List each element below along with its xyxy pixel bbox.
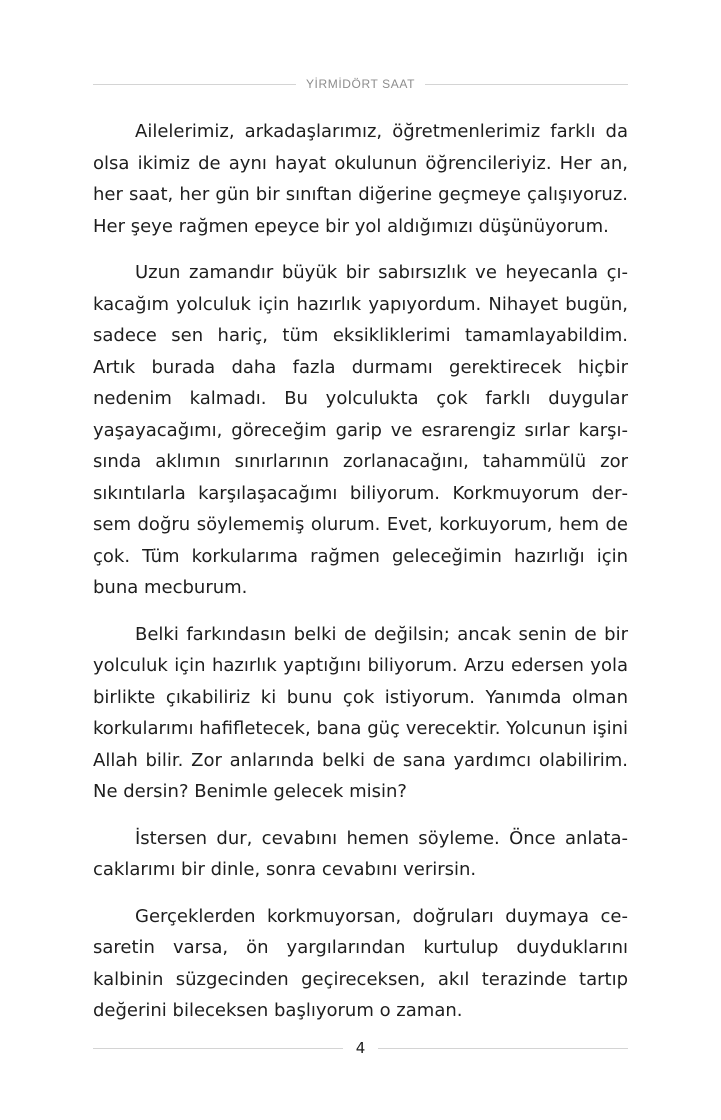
running-footer [93,1038,628,1058]
footer-rule-left [93,1048,343,1049]
paragraph: İstersen dur, cevabını hemen söyleme. Önce anlatacaklarımı bir dinle, sonra cevabını verirsin. [93,827,628,880]
paragraph: Ailelerimiz, arkadaşlarımız, öğretmenlerimiz farklı da olsa ikimiz de aynı hayat okulunun öğrencileriyiz. Her an, her saat, her gün bir sınıftan diğerine geçmeye çalışıyoruz. Her şeye rağmen epeyce bir yol aldığımızı düşünüyorum. [93,121,628,237]
body-text [93,116,628,1027]
footer-rule-right [378,1048,628,1049]
header-rule-left [93,84,296,85]
page-number: 4 [355,1039,366,1057]
running-title: YİRMİDÖRT SAAT [305,77,416,91]
paragraph: Gerçeklerden korkmuyorsan, doğruları duymaya cesaretin varsa, ön yargılarından kurtulup duyduklarını kalbinin süzgecinden geçireceksen, akıl terazinde tartıp değerini bileceksen başlıyorum o zaman. [93,905,628,1021]
paragraph: Belki farkındasın belki de değilsin; ancak senin de bir yolculuk için hazırlık yaptığını biliyorum. Arzu edersen yola birlikte çıkabiliriz ki bunu çok istiyorum. Yanımda olman korkularımı hafifletecek, bana güç verecektir. Yolcunun işini Allah bilir. Zor anlarında belki de sana yardımcı olabilirim. Ne dersin? Benimle gelecek misin? [93,623,628,802]
paragraph: Uzun zamandır büyük bir sabırsızlık ve heyecanla çıkacağım yolculuk için hazırlık yapıyordum. Nihayet bugün, sadece sen hariç, tüm eksikliklerimi tamamlayabildim. Artık burada daha fazla durmamı gerektirecek hiçbir nedenim kalmadı. Bu yolculukta çok farklı duygular yaşayacağımı, göreceğim garip ve esrarengiz sırlar karşısında aklımın sınırlarının zorlanacağını, tahammülü zor sıkıntılarla karşılaşacağımı biliyorum. Korkmuyorum dersem doğru söylememiş olurum. Evet, korkuyorum, hem de çok. Tüm korkularıma rağmen geleceğimin hazırlığı için buna mecburum. [93,262,628,598]
header-rule-right [425,84,628,85]
running-header [93,74,628,94]
